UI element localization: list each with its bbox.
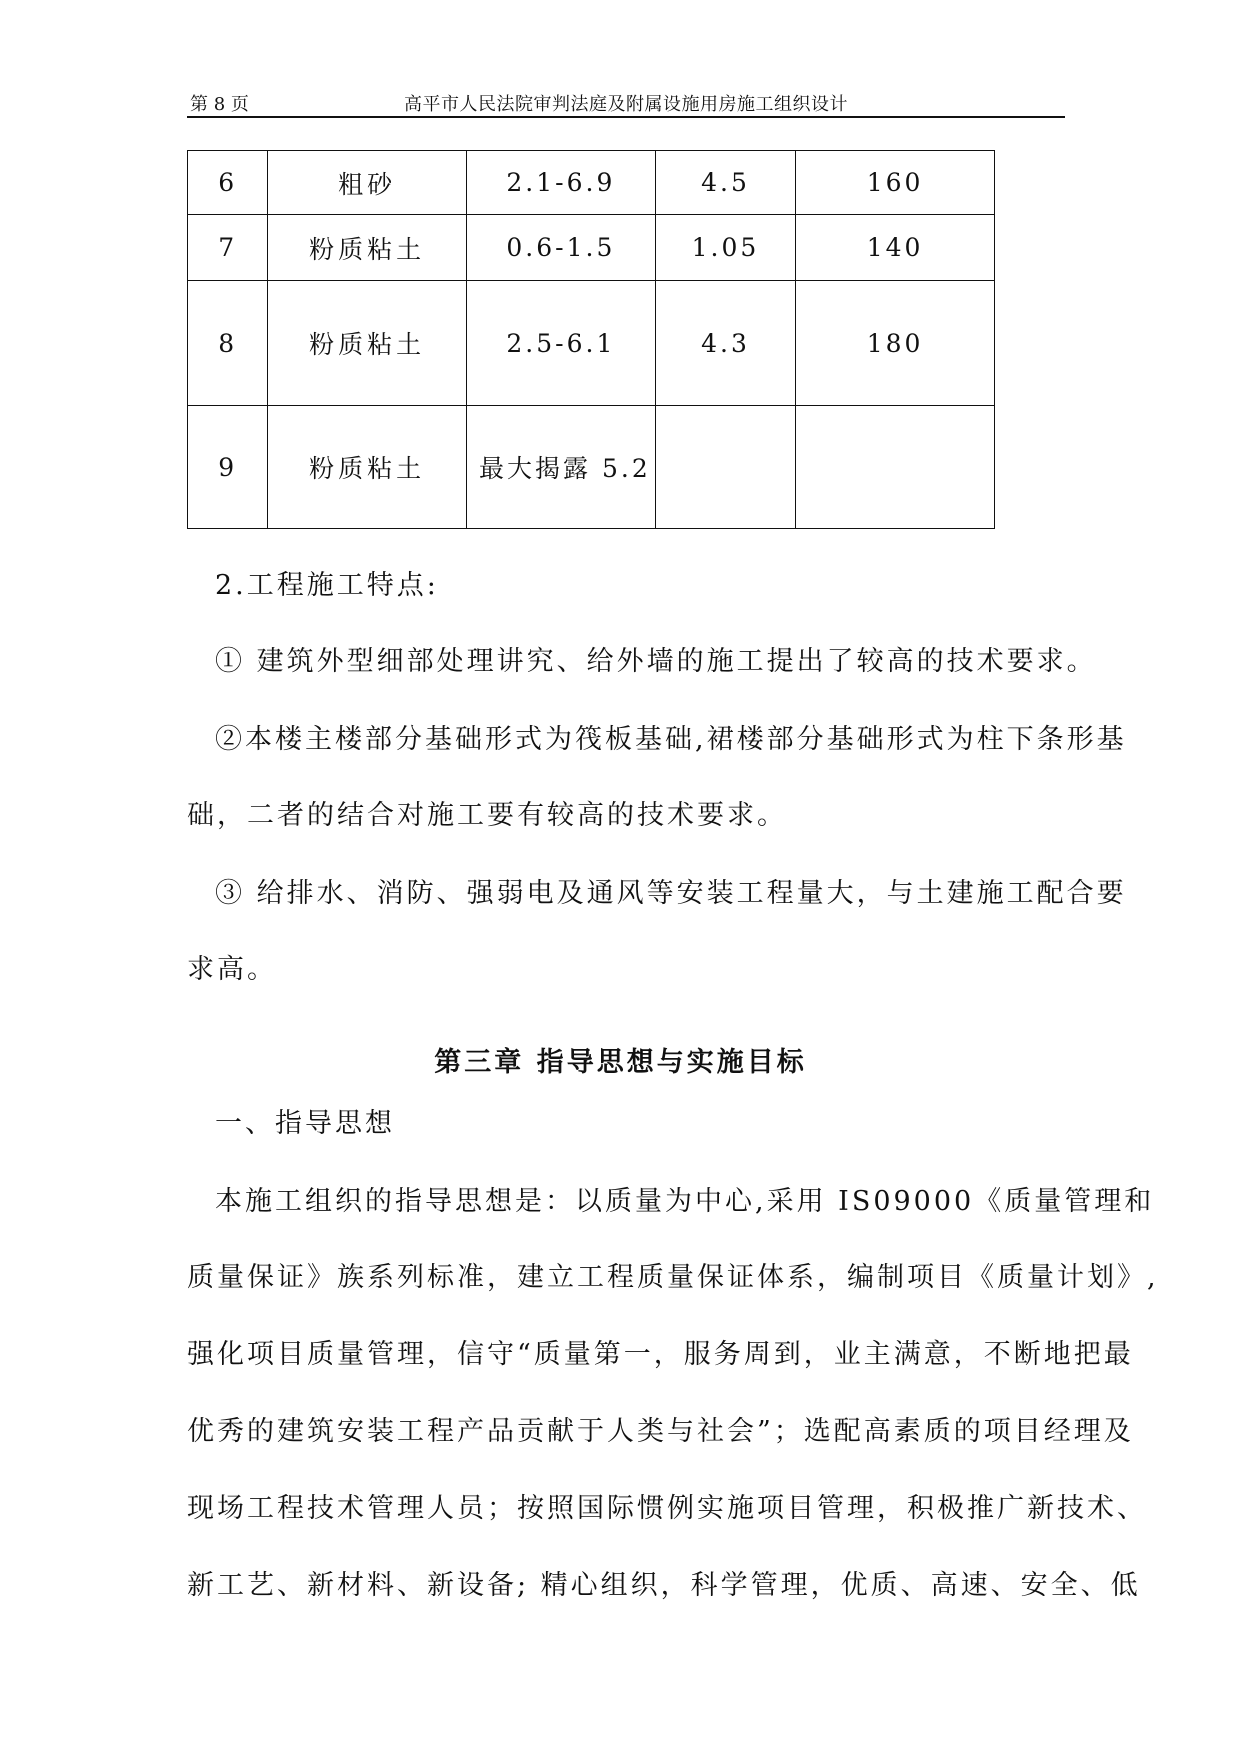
thickness-range: 2.1-6.9 — [467, 151, 656, 215]
thickness-range: 最大揭露 5.2 — [467, 406, 656, 529]
bearing-value: 180 — [796, 281, 995, 406]
layer-no: 8 — [188, 281, 268, 406]
chapter-title: 第三章 指导思想与实施目标 — [434, 1047, 807, 1078]
soil-name: 粉质粘土 — [268, 215, 467, 281]
table-row — [188, 151, 995, 215]
page-number: 第 8 页 — [190, 94, 249, 115]
thickness-range: 0.6-1.5 — [467, 215, 656, 281]
table-row — [188, 281, 995, 406]
average-thickness: 1.05 — [655, 215, 796, 281]
soil-name: 粉质粘土 — [268, 406, 467, 529]
layer-no: 7 — [188, 215, 268, 281]
body-line: 强化项目质量管理，信守“质量第一，服务周到，业主满意，不断地把最 — [187, 1339, 1134, 1370]
bearing-value: 140 — [796, 215, 995, 281]
soil-name: 粉质粘土 — [268, 281, 467, 406]
table-row — [188, 406, 995, 529]
body-line: 质量保证》族系列标准，建立工程质量保证体系，编制项目《质量计划》, — [187, 1262, 1159, 1293]
feature-item-2-line-2: 础，二者的结合对施工要有较高的技术要求。 — [187, 800, 787, 831]
page-header — [187, 88, 1065, 118]
body-line: 现场工程技术管理人员；按照国际惯例实施项目管理，积极推广新技术、 — [187, 1493, 1147, 1524]
feature-item-2-line-1: ②本楼主楼部分基础形式为筏板基础,裙楼部分基础形式为柱下条形基 — [215, 724, 1127, 755]
soil-name: 粗砂 — [268, 151, 467, 215]
body-line: 优秀的建筑安装工程产品贡献于人类与社会”；选配高素质的项目经理及 — [187, 1416, 1134, 1447]
average-thickness: 4.5 — [655, 151, 796, 215]
feature-item-3-line-2: 求高。 — [187, 954, 277, 985]
subsection-heading: 一、指导思想 — [215, 1108, 395, 1139]
table-row — [188, 215, 995, 281]
average-thickness — [655, 406, 796, 529]
layer-no: 9 — [188, 406, 268, 529]
layer-no: 6 — [188, 151, 268, 215]
section-heading: 2.工程施工特点: — [215, 570, 439, 601]
document-title: 高平市人民法院审判法庭及附属设施用房施工组织设计 — [404, 94, 848, 115]
thickness-range: 2.5-6.1 — [467, 281, 656, 406]
body-line: 本施工组织的指导思想是：以质量为中心,采用 IS09000《质量管理和 — [215, 1186, 1155, 1217]
bearing-value — [796, 406, 995, 529]
feature-item-3-line-1: ③ 给排水、消防、强弱电及通风等安装工程量大，与土建施工配合要 — [215, 878, 1127, 909]
body-line: 新工艺、新材料、新设备; 精心组织，科学管理，优质、高速、安全、低 — [187, 1570, 1141, 1601]
average-thickness: 4.3 — [655, 281, 796, 406]
soil-layer-table — [187, 150, 995, 529]
bearing-value: 160 — [796, 151, 995, 215]
feature-item-1: ① 建筑外型细部处理讲究、给外墙的施工提出了较高的技术要求。 — [215, 646, 1097, 677]
